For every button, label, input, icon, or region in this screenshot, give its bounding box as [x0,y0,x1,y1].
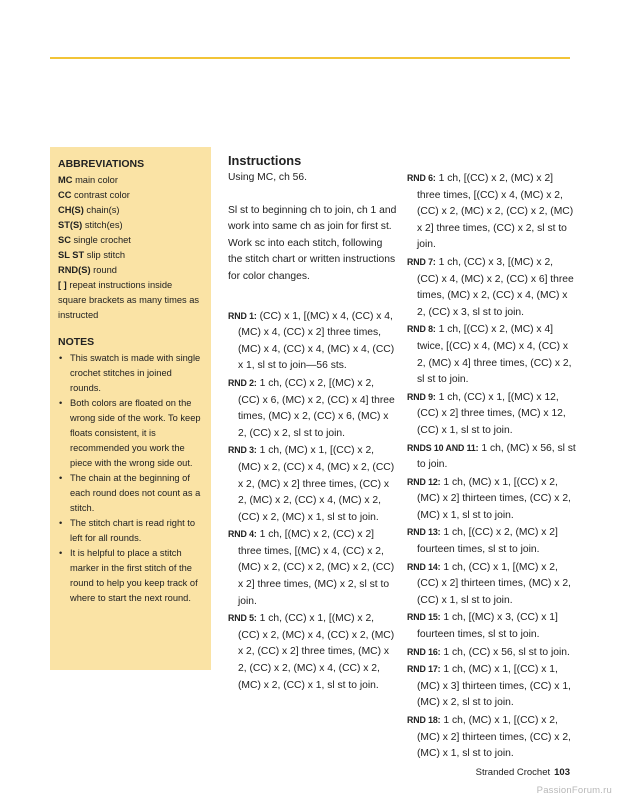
abbreviation-term: SL ST [58,250,85,260]
round-label: RND 12: [407,476,441,487]
abbreviation-term: CH(S) [58,205,84,215]
round-label: RND 15: [407,612,441,623]
round-label: RND 1: [228,310,257,321]
round-text: 1 ch, (MC) x 1, [(CC) x 2, (MC) x 2, (CC) x 4, (MC) x 2, (CC) x 2, (MC) x 2] three times, (CC) x 2, (MC) x 2, (CC) x 4, (MC) x 2, (CC) x 2, (MC) x 1, sl st to join. [238,445,395,523]
round-instruction [407,609,577,643]
round-text: (CC) x 1, [(MC) x 4, (CC) x 4, (MC) x 4, (CC) x 2] three times, (MC) x 4, (CC) x 4, (MC) x 4, (CC) x 1, sl st to join—56 sts. [238,310,395,372]
round-label: RND 2: [228,377,257,388]
note-item: • Both colors are floated on the wrong side of the work. To keep floats consistent, it is recommended you work the piece with the wrong side out. [58,396,203,471]
round-instruction [407,389,577,440]
note-item: • It is helpful to place a stitch marker in the first stitch of the round to help you keep track of where to start the next round. [58,546,203,606]
round-text: 1 ch, (CC) x 56, sl st to join. [443,646,570,658]
abbreviation-item [58,173,203,188]
round-instruction [407,559,577,610]
round-instruction [407,440,577,474]
round-label: RND 14: [407,561,441,572]
round-label: RND 13: [407,527,441,538]
round-label: RND 9: [407,391,436,402]
notes-list [58,351,203,606]
abbreviations-heading: ABBREVIATIONS [58,158,145,170]
abbreviation-term: CC [58,190,72,200]
round-text: 1 ch, (MC) x 1, [(CC) x 1, (MC) x 3] thirteen times, (CC) x 1, (MC) x 2, sl st to join. [417,664,571,709]
abbreviation-item [58,248,203,263]
abbreviation-meaning: repeat instructions inside square brackets as many times as instructed [58,280,200,320]
round-text: 1 ch, (CC) x 3, [(MC) x 2, (CC) x 4, (MC) x 2, (CC) x 6] three times, (MC) x 2, (CC) x 4, (MC) x 2, (CC) x 3, sl st to join. [417,256,574,318]
abbreviation-item [58,233,203,248]
abbreviation-term: SC [58,235,71,245]
round-text: 1 ch, (MC) x 1, [(CC) x 2, (MC) x 2] thirteen times, (CC) x 2, (MC) x 1, sl st to join. [417,476,571,521]
abbreviation-item [58,263,203,278]
abbreviation-item [58,203,203,218]
abbreviation-meaning: chain(s) [86,205,120,215]
abbreviation-item [58,278,203,323]
round-text: 1 ch, [(CC) x 2, (MC) x 2] three times, [(CC) x 4, (MC) x 2, (CC) x 2, (MC) x 2, (CC) x 2, (MC) x 2] three times, (CC) x 2, sl st to join. [417,173,574,251]
round-label: RND 17: [407,664,441,675]
round-instruction [228,308,398,375]
round-label: RND 4: [228,529,257,540]
abbreviation-meaning: main color [75,175,118,185]
round-instruction [228,526,398,610]
round-instruction [407,170,577,254]
round-instruction [407,644,577,662]
abbreviations-list [58,173,203,323]
instructions-column-left [228,152,398,694]
abbreviation-meaning: single crochet [73,235,131,245]
round-label: RNDS 10 AND 11: [407,442,479,453]
book-title: Stranded Crochet [475,767,551,778]
abbreviation-meaning: round [93,265,117,275]
abbreviation-meaning: slip stitch [86,250,126,260]
abbreviations-sidebar [50,147,211,670]
note-item: • The stitch chart is read right to left for all rounds. [58,516,203,546]
abbreviation-term: MC [58,175,73,185]
round-instruction [407,321,577,388]
round-text: 1 ch, (CC) x 1, [(MC) x 2, (CC) x 2, (MC) x 4, (CC) x 2, (MC) x 2, (CC) x 2] three times, (MC) x 2, (CC) x 2, (MC) x 4, (CC) x 2, (MC) x 2, (CC) x 1, sl st to join. [238,613,395,691]
round-instruction [407,254,577,321]
round-text: 1 ch, (CC) x 1, [(MC) x 2, (CC) x 2] thirteen times, (MC) x 2, (CC) x 1, sl st to join. [417,561,571,606]
instructions-title: Instructions [228,153,302,168]
round-instruction [407,661,577,712]
abbreviation-meaning: contrast color [74,190,130,200]
rounds-list-left [228,308,398,695]
round-instruction [228,375,398,442]
abbreviation-term: ST(S) [58,220,83,230]
round-instruction [407,712,577,763]
round-instruction [407,474,577,525]
round-instruction [407,524,577,558]
round-label: RND 3: [228,445,257,456]
page-number: 103 [554,767,570,778]
notes-heading: NOTES [58,336,95,348]
round-label: RND 16: [407,646,441,657]
instructions-column-right [407,170,577,763]
intro-paragraph: Sl st to beginning ch to join, ch 1 and work into same ch as join for first st. Work sc into each stitch, following the stitch chart or written instructions for color changes. [228,204,397,282]
round-text: 1 ch, (CC) x 2, [(MC) x 2, (CC) x 6, (MC) x 2, (CC) x 4] three times, (MC) x 2, (CC) x 6, (MC) x 2, (CC) x 2, sl st to join. [238,377,395,439]
abbreviation-meaning: stitch(es) [84,220,123,230]
round-label: RND 8: [407,324,436,335]
round-label: RND 7: [407,256,436,267]
round-text: 1 ch, (MC) x 1, [(CC) x 2, (MC) x 2] thirteen times, (CC) x 2, (MC) x 1, sl st to join. [417,715,571,760]
abbreviation-term: RND(S) [58,265,91,275]
watermark: PassionForum.ru [536,785,612,796]
round-label: RND 6: [407,173,436,183]
round-text: 1 ch, (MC) x 56, sl st to join. [417,442,576,471]
note-item: • The chain at the beginning of each round does not count as a stitch. [58,471,203,516]
page-footer [476,767,570,778]
abbreviation-item [58,218,203,233]
round-label: RND 18: [407,715,441,725]
abbreviation-term: [ ] [58,280,67,290]
round-text: 1 ch, [(MC) x 2, (CC) x 2] three times, [(MC) x 4, (CC) x 2, (MC) x 2, (CC) x 2, (MC) x 2, (CC) x 2] three times, (MC) x 2, sl st to join. [238,529,395,607]
intro-paragraph: Using MC, ch 56. [228,172,307,183]
round-label: RND 5: [228,613,257,624]
abbreviation-item [58,188,203,203]
round-instruction [228,442,398,526]
note-item: • This swatch is made with single crochet stitches in joined rounds. [58,351,203,396]
round-text: 1 ch, (CC) x 1, [(MC) x 12, (CC) x 2] three times, (MC) x 12, (CC) x 1, sl st to join. [417,391,566,436]
round-text: 1 ch, [(CC) x 2, (MC) x 2] fourteen times, sl st to join. [417,527,558,556]
round-text: 1 ch, [(CC) x 2, (MC) x 4] twice, [(CC) x 4, (MC) x 4, (CC) x 2, (MC) x 4] three times, (CC) x 2, sl st to join. [417,324,572,386]
round-instruction [228,610,398,694]
top-rule [50,57,570,59]
round-text: 1 ch, [(MC) x 3, (CC) x 1] fourteen times, sl st to join. [417,612,558,641]
